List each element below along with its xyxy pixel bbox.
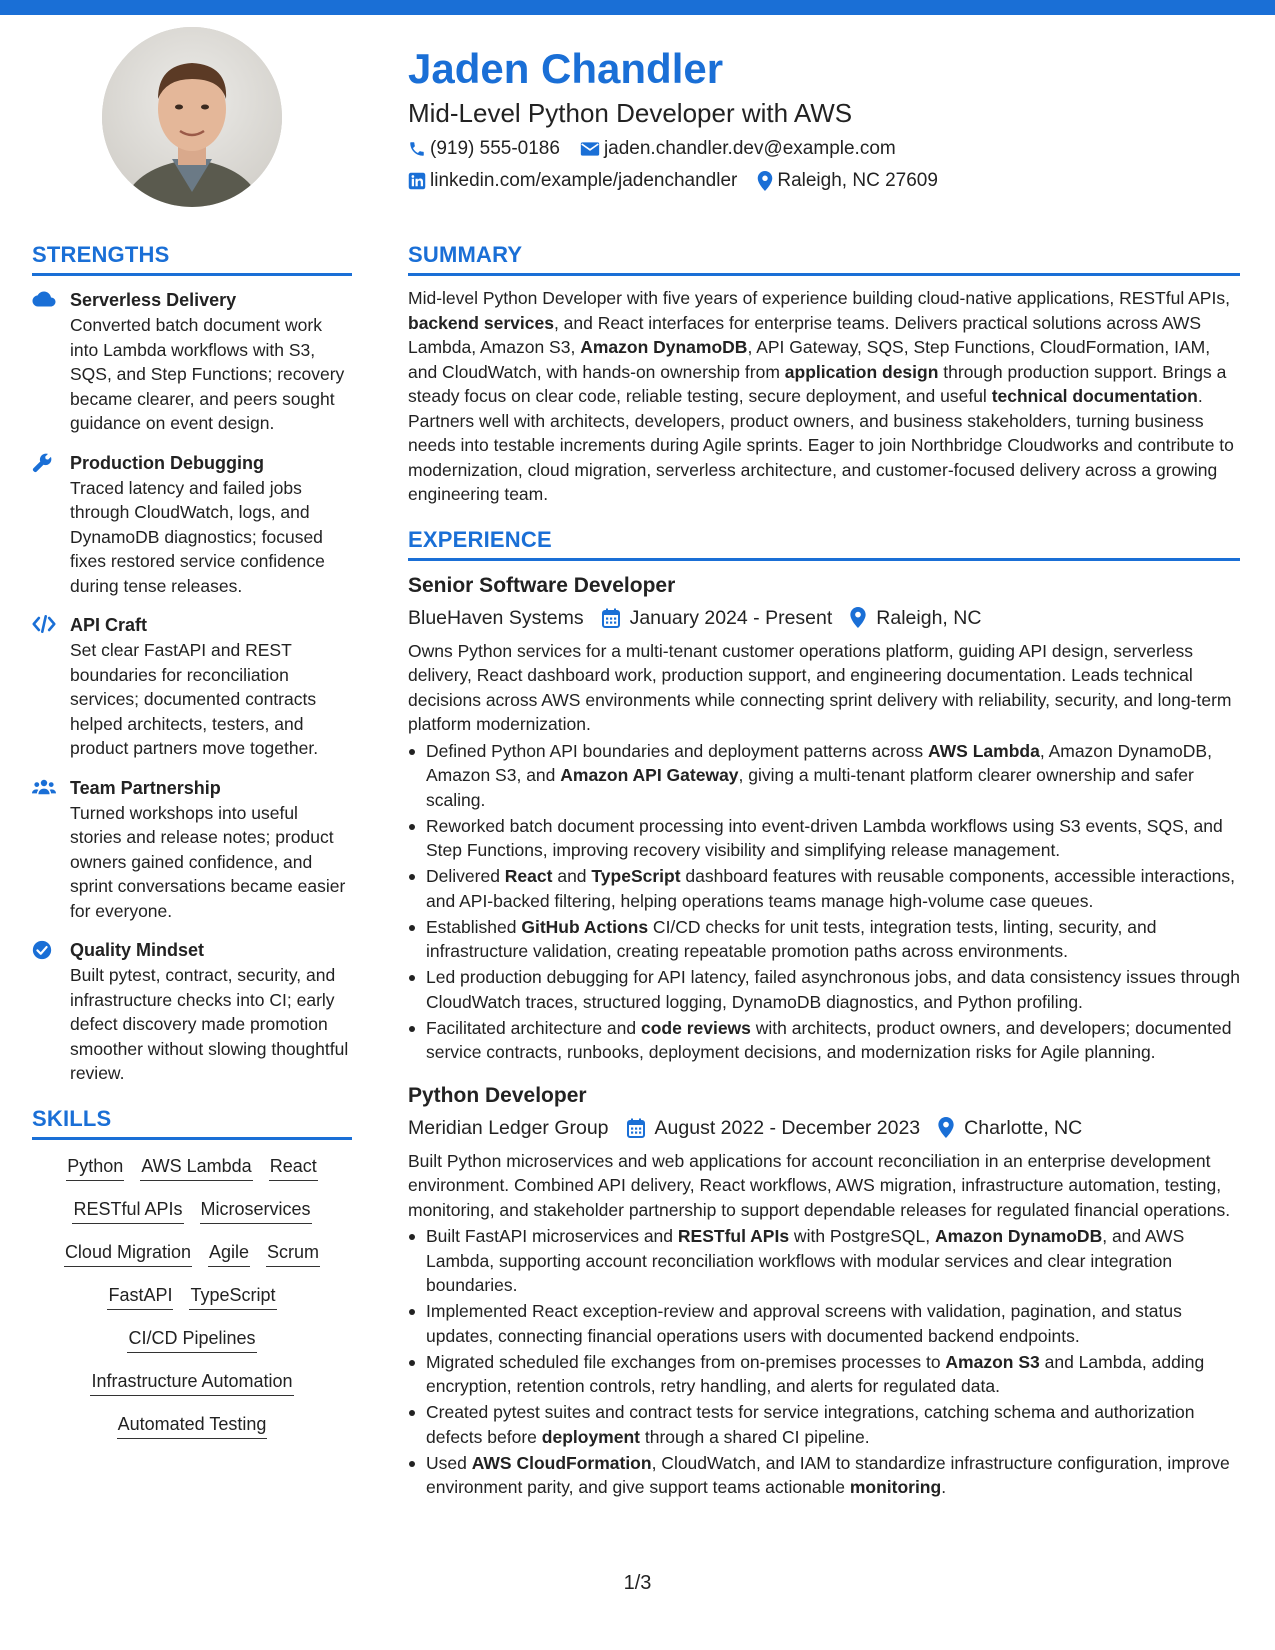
text-run: Built FastAPI microservices and xyxy=(426,1226,678,1246)
bold-keyword: monitoring xyxy=(849,1477,942,1497)
job-bullet xyxy=(408,864,1240,913)
skill-row xyxy=(82,1367,301,1396)
skill-tag: Scrum xyxy=(266,1238,320,1267)
top-accent-bar xyxy=(0,0,1275,15)
text-run: with architects, product owners, and developers; documented service contracts, runbooks, deployment decisions, and modernization risks for Agile planning. xyxy=(426,1017,1232,1062)
text-run: with PostgreSQL, xyxy=(789,1226,935,1246)
strength-item xyxy=(32,288,352,436)
text-run: and Lambda, adding encryption, retention controls, retry handling, and alerts for regulated data. xyxy=(426,1351,1205,1396)
text-run: Led production debugging for API latency, failed asynchronous jobs, and data consistency issues through CloudWatch traces, structured logging, DynamoDB diagnostics, and Python profiling. xyxy=(426,967,1240,1012)
text-run: and xyxy=(552,866,592,886)
job-dates xyxy=(602,603,833,633)
skill-row xyxy=(58,1152,325,1181)
text-run: , and AWS Lambda, supporting account reconciliation workflows with modular services and clear integration boundaries. xyxy=(426,1226,1185,1295)
text-run: Delivered xyxy=(426,866,505,886)
skill-tag: Infrastructure Automation xyxy=(90,1367,293,1396)
resume-header xyxy=(408,44,1248,196)
candidate-name: Jaden Chandler xyxy=(408,45,724,92)
profile-photo xyxy=(102,27,282,207)
skill-row xyxy=(56,1238,328,1267)
text-run: , and React interfaces for enterprise teams. Delivers practical solutions across AWS Lambda, Amazon S3, xyxy=(408,312,1202,357)
job-company: BlueHaven Systems xyxy=(408,606,584,629)
job-bullet xyxy=(408,814,1240,863)
skill-row xyxy=(109,1410,276,1439)
job-location xyxy=(850,603,981,633)
text-run: CI/CD checks for unit tests, integration tests, linting, security, and infrastructure validation, creating repeatable promotion paths across environments. xyxy=(426,916,1157,961)
strength-desc: Set clear FastAPI and REST boundaries for reconciliation services; documented contracts helped architects, testers, and product partners move together. xyxy=(70,640,319,758)
cloud-icon xyxy=(32,290,56,308)
left-column xyxy=(32,240,352,1453)
calendar-icon xyxy=(602,608,620,628)
location-text: Raleigh, NC 27609 xyxy=(777,170,938,191)
bold-keyword: TypeScript xyxy=(591,866,681,886)
job-location xyxy=(938,1113,1082,1143)
skill-tag: TypeScript xyxy=(189,1281,276,1310)
text-run: Mid-level Python Developer with five years of experience building cloud-native applications, RESTful APIs, xyxy=(408,288,1230,308)
text-run: Migrated scheduled file exchanges from on-premises processes to xyxy=(426,1351,946,1372)
text-run: Established xyxy=(426,916,522,937)
job-location-text: Charlotte, NC xyxy=(964,1116,1083,1139)
strength-title: API Craft xyxy=(70,615,148,635)
summary-text xyxy=(408,286,1240,507)
skill-tag: Automated Testing xyxy=(117,1410,268,1439)
job-dates xyxy=(627,1113,921,1143)
text-run: Reworked batch document processing into event-driven Lambda workflows using S3 events, SQS, and Step Functions, improving recovery visibility and simplifying release management. xyxy=(426,815,1223,860)
bold-keyword: deployment xyxy=(541,1426,640,1447)
map-pin-icon xyxy=(938,1117,954,1138)
text-run: . xyxy=(941,1477,947,1497)
skills-section xyxy=(32,1104,352,1453)
strength-item xyxy=(32,776,352,924)
strength-item xyxy=(32,451,352,599)
job-bullet xyxy=(408,739,1240,813)
strength-desc: Built pytest, contract, security, and infrastructure checks into CI; early defect discovery made promotion smoother without slowing thoughtful review. xyxy=(70,965,349,1083)
text-run: , API Gateway, SQS, Step Functions, CloudFormation, IAM, and CloudWatch, with hands-on ownership from xyxy=(408,337,1211,382)
strength-title: Serverless Delivery xyxy=(70,290,237,310)
skills-list xyxy=(32,1152,352,1453)
bold-keyword: application design xyxy=(784,361,939,382)
job-meta xyxy=(408,1113,1240,1143)
bold-keyword: Amazon DynamoDB xyxy=(580,337,748,357)
linkedin-icon xyxy=(408,172,426,190)
job-bullets xyxy=(408,1224,1240,1500)
right-column xyxy=(408,240,1240,1501)
bold-keyword: Amazon S3 xyxy=(945,1351,1040,1372)
job-entry xyxy=(408,1081,1240,1500)
job-bullet xyxy=(408,1299,1240,1348)
strengths-heading: STRENGTHS xyxy=(32,240,352,276)
skill-row xyxy=(119,1324,264,1353)
skill-row xyxy=(64,1195,319,1224)
envelope-icon xyxy=(580,140,600,158)
experience-heading: EXPERIENCE xyxy=(408,525,1240,561)
bold-keyword: RESTful APIs xyxy=(677,1226,790,1246)
page-number: 1/3 xyxy=(623,1572,652,1594)
bold-keyword: backend services xyxy=(408,312,554,333)
skill-tag: Agile xyxy=(208,1238,250,1267)
skill-tag: React xyxy=(269,1152,318,1181)
strength-title: Quality Mindset xyxy=(70,940,205,960)
strength-item xyxy=(32,938,352,1086)
bold-keyword: Amazon API Gateway xyxy=(560,765,739,785)
contact-email[interactable] xyxy=(580,134,896,164)
users-icon xyxy=(32,778,56,796)
strength-title: Team Partnership xyxy=(70,777,221,798)
skill-tag: Python xyxy=(66,1152,124,1181)
summary-heading: SUMMARY xyxy=(408,240,1240,276)
job-bullet xyxy=(408,1350,1240,1399)
job-bullet xyxy=(408,1400,1240,1449)
job-bullet xyxy=(408,1224,1240,1298)
bold-keyword: Amazon DynamoDB xyxy=(934,1226,1103,1246)
strength-desc: Traced latency and failed jobs through CloudWatch, logs, and DynamoDB diagnostics; focused fixes restored service confidence during tense releases. xyxy=(70,477,325,596)
job-summary: Owns Python services for a multi-tenant customer operations platform, guiding API design, serverless delivery, React dashboard work, production support, and engineering documentation. Leads technical decisions across AWS environments while connecting sprint delivery with reliability, security, and long-term platform modernization. xyxy=(408,640,1232,734)
calendar-icon xyxy=(627,1118,645,1138)
text-run: through a shared CI pipeline. xyxy=(640,1426,870,1447)
strength-title: Production Debugging xyxy=(70,452,264,473)
email-link[interactable]: jaden.chandler.dev@example.com xyxy=(603,138,896,159)
job-meta xyxy=(408,603,1240,633)
strength-desc: Turned workshops into useful stories and release notes; product owners gained confidence, and sprint conversations became easier for everyone. xyxy=(70,802,346,921)
linkedin-link[interactable]: linkedin.com/example/jadenchandler xyxy=(430,170,738,191)
bold-keyword: GitHub Actions xyxy=(521,916,649,937)
text-run: , giving a multi-tenant platform clearer ownership and safer scaling. xyxy=(426,765,1194,810)
phone-icon xyxy=(408,140,426,158)
strength-desc: Converted batch document work into Lambda workflows with S3, SQS, and Step Functions; recovery became clearer, and peers sought guidance on event design. xyxy=(70,315,345,433)
text-run: , Amazon DynamoDB, Amazon S3, and xyxy=(426,740,1212,785)
code-icon xyxy=(32,615,56,633)
contact-location xyxy=(757,166,938,196)
bold-keyword: technical documentation xyxy=(991,386,1198,406)
skill-tag: FastAPI xyxy=(107,1281,173,1310)
contact-phone xyxy=(408,134,560,164)
text-run: dashboard features with reusable components, accessible interactions, and API-backed filtering, helping operations teams manage high-volume case queues. xyxy=(426,866,1236,911)
job-bullet xyxy=(408,915,1240,964)
job-dates-text: January 2024 - Present xyxy=(629,606,833,629)
strength-item xyxy=(32,613,352,761)
skill-tag: CI/CD Pipelines xyxy=(127,1324,256,1353)
experience-section xyxy=(408,525,1240,1500)
wrench-icon xyxy=(32,453,52,473)
contact-linkedin[interactable] xyxy=(408,166,737,196)
map-pin-icon xyxy=(757,171,773,191)
contact-row-1 xyxy=(408,134,1248,164)
check-circle-icon xyxy=(32,940,52,960)
text-run: through production support. Brings a steady focus on clear code, reliable testing, secure deployment, and useful xyxy=(408,361,1227,406)
job-summary: Built Python microservices and web applications for account reconciliation in an enterprise development environment. Combined API delivery, React workflows, AWS migration, infrastructure automation, testing, monitoring, and stakeholder partnership to support dependable releases for regulated financial operations. xyxy=(408,1150,1231,1220)
skill-tag: AWS Lambda xyxy=(140,1152,252,1181)
phone-text: (919) 555-0186 xyxy=(430,138,560,159)
skills-heading: SKILLS xyxy=(32,1104,352,1140)
map-pin-icon xyxy=(850,607,866,628)
job-bullet xyxy=(408,1016,1240,1065)
text-run: Facilitated architecture and xyxy=(426,1017,641,1038)
jobs-list xyxy=(408,571,1240,1500)
text-run: Implemented React exception-review and approval screens with validation, pagination, and status updates, connecting financial operations users with documented backend endpoints. xyxy=(426,1301,1182,1346)
bold-keyword: AWS Lambda xyxy=(927,740,1040,761)
skill-tag: RESTful APIs xyxy=(72,1195,183,1224)
skill-row xyxy=(99,1281,284,1310)
candidate-headline: Mid-Level Python Developer with AWS xyxy=(408,98,853,128)
job-entry xyxy=(408,571,1240,1065)
avatar xyxy=(102,27,282,207)
job-title: Python Developer xyxy=(408,1083,587,1107)
skill-tag: Microservices xyxy=(200,1195,312,1224)
text-run: Defined Python API boundaries and deployment patterns across xyxy=(426,740,928,761)
job-dates-text: August 2022 - December 2023 xyxy=(654,1116,921,1139)
text-run: Created pytest suites and contract tests for service integrations, catching schema and authorization defects before xyxy=(426,1402,1195,1447)
job-company: Meridian Ledger Group xyxy=(408,1116,609,1139)
text-run: Used xyxy=(426,1452,472,1473)
job-bullets xyxy=(408,739,1240,1065)
text-run: . Partners well with architects, developers, product owners, and business stakeholders, turning business needs into testable increments during Agile sprints. Eager to join Northbridge Cloudworks and contribute to modernization, cloud migration, serverless architecture, and customer-focused delivery across a growing engineering team. xyxy=(408,386,1234,504)
text-run: , CloudWatch, and IAM to standardize infrastructure configuration, improve environment parity, and give support teams actionable xyxy=(426,1452,1230,1497)
bold-keyword: AWS CloudFormation xyxy=(471,1452,652,1473)
bold-keyword: code reviews xyxy=(640,1017,751,1038)
bold-keyword: React xyxy=(504,866,553,886)
contact-row-2 xyxy=(408,166,1248,196)
job-bullet xyxy=(408,965,1240,1014)
job-bullet xyxy=(408,1451,1240,1500)
job-location-text: Raleigh, NC xyxy=(876,606,982,629)
job-title: Senior Software Developer xyxy=(408,573,676,597)
skill-tag: Cloud Migration xyxy=(64,1238,192,1267)
strengths-list xyxy=(32,288,352,1086)
